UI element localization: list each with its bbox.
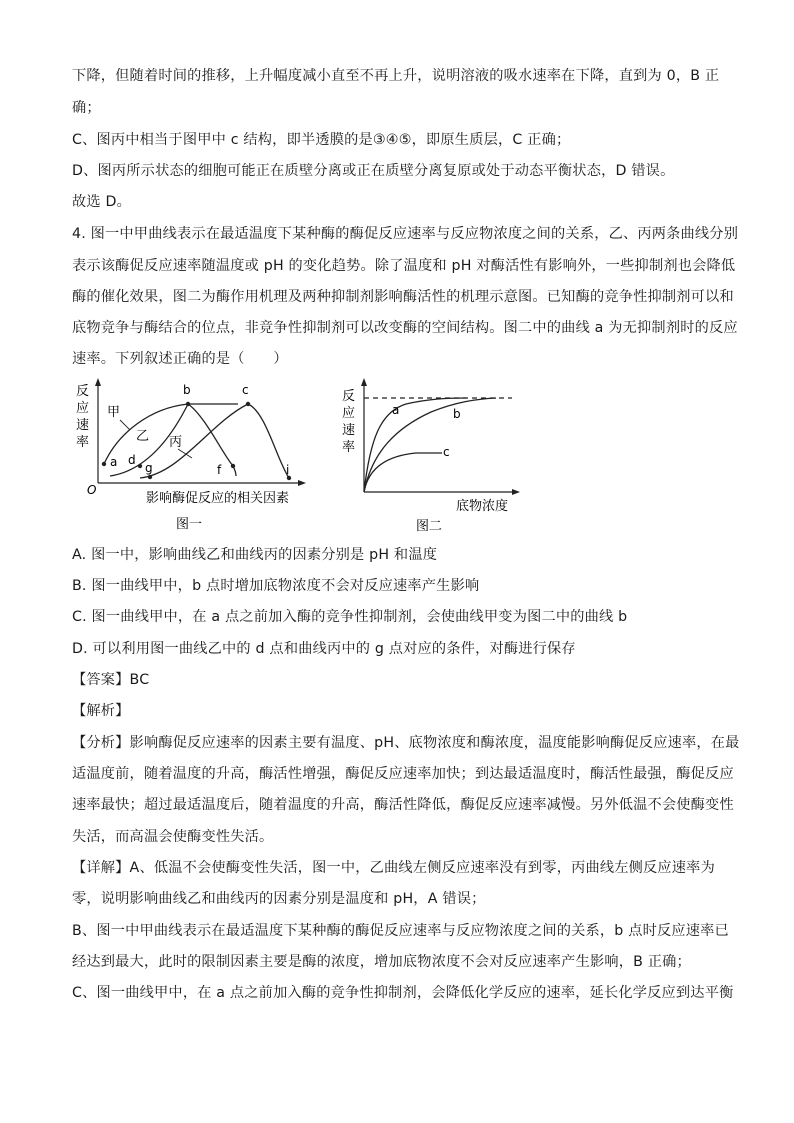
question-line-1: 4. 图一中甲曲线表示在最适温度下某种酶的酶促反应速率与反应物浓度之间的关系，乙、丙两条曲线分别	[72, 226, 739, 242]
question-line-2: 表示该酶促反应速率随温度或 pH 的变化趋势。除了温度和 pH 对酶活性有影响外，一些抑制剂也会降低	[72, 258, 736, 274]
fig1-label-a: a	[110, 455, 118, 469]
fig1-point-f	[231, 464, 235, 468]
fig1-curve-jia	[104, 404, 238, 464]
analysis-title: 【解析】	[72, 703, 130, 719]
detail-line-5: C、图一曲线甲中，在 a 点之前加入酶的竞争性抑制剂，会降低化学反应的速率，延长化学反应到达平衡	[72, 985, 734, 1001]
fig1-label-b: b	[183, 383, 191, 397]
fig1-ylabel-2: 速	[76, 418, 90, 433]
option-d: D. 可以利用图一曲线乙中的 d 点和曲线丙中的 g 点对应的条件，对酶进行保存	[72, 641, 576, 657]
option-a: A. 图一中，影响曲线乙和曲线丙的因素分别是 pH 和温度	[72, 547, 438, 563]
fig2-curve-label-a: a	[392, 403, 400, 417]
fig2-x-arrow	[512, 489, 520, 495]
option-b: B. 图一曲线甲中，b 点时增加底物浓度不会对反应速率产生影响	[72, 578, 480, 594]
fig1-point-c	[246, 402, 250, 406]
answer-line: 【答案】BC	[72, 672, 150, 688]
fig2-ylabel-3: 率	[342, 440, 356, 455]
analysis-line-4: 失活，而高温会使酶变性失活。	[72, 829, 274, 845]
analysis-line-3: 速率最快；超过最适温度后，随着温度的升高，酶活性降低，酶促反应速率减慢。另外低温不会使酶变性	[72, 797, 734, 813]
fig1-ylabel-0: 反	[76, 384, 90, 399]
detail-line-2: 零，说明影响曲线乙和曲线丙的因素分别是温度和 pH，A 错误；	[72, 891, 486, 907]
detail-line-4: 经达到最大，此时的限制因素主要是酶的浓度，增加底物浓度不会对反应速率产生影响，B 正确；	[72, 954, 691, 970]
fig2-curve-b	[364, 398, 496, 492]
fig1-origin: O	[87, 483, 97, 497]
fig2-curve-label-b: b	[453, 407, 461, 421]
question-line-4: 底物竞争与酶结合的位点，非竞争性抑制剂可以改变酶的空间结构。图二中的曲线 a 为无抑制剂时的反应	[72, 320, 738, 336]
fig2-caption: 图二	[416, 519, 443, 534]
fig1-label-d: d	[128, 453, 136, 467]
fig1-xlabel: 影响酶促反应的相关因素	[146, 491, 290, 506]
fig1-point-b	[186, 402, 190, 406]
question-line-5: 速率。下列叙述正确的是（ ）	[72, 351, 288, 367]
detail-line-1: 【详解】A、低温不会使酶变性失活，图一中，乙曲线左侧反应速率没有到零，丙曲线左侧反应速率为	[72, 860, 715, 876]
prev-solution-line-2: 确；	[72, 100, 101, 116]
fig1-curve-label-bing: 丙	[169, 435, 183, 450]
fig2-ylabel-2: 速	[342, 423, 356, 438]
prev-solution-line-5: 故选 D。	[72, 194, 131, 210]
option-c: C. 图一曲线甲中，在 a 点之前加入酶的竞争性抑制剂，会使曲线甲变为图二中的曲线 b	[72, 609, 628, 625]
fig1-curve-label-yi: 乙	[136, 429, 150, 444]
fig1-point-d	[138, 464, 142, 468]
fig1-label-f: f	[217, 463, 222, 477]
fig1-ylabel-1: 应	[76, 401, 90, 416]
fig1-leader-jia	[120, 420, 130, 430]
figure-1	[70, 378, 320, 538]
fig2-ylabel-0: 反	[342, 389, 356, 404]
fig1-caption: 图一	[176, 517, 203, 532]
fig2-xlabel: 底物浓度	[456, 499, 509, 514]
analysis-line-1: 【分析】影响酶促反应速率的因素主要有温度、pH、底物浓度和酶浓度，温度能影响酶促反应速率，在最	[72, 735, 740, 751]
fig1-y-arrow	[95, 378, 101, 386]
prev-solution-line-4: D、图丙所示状态的细胞可能正在质壁分离或正在质壁分离复原或处于动态平衡状态，D 错误。	[72, 163, 675, 179]
fig1-ylabel-3: 率	[76, 435, 90, 450]
prev-solution-line-3: C、图丙中相当于图甲中 c 结构，即半透膜的是③④⑤，即原生质层，C 正确；	[72, 132, 571, 148]
question-line-3: 酶的催化效果，图二为酶作用机理及两种抑制剂影响酶活性的机理示意图。已知酶的竞争性抑制剂可以和	[72, 289, 734, 305]
fig1-label-g: g	[145, 461, 153, 475]
fig2-curve-label-c: c	[443, 445, 450, 459]
fig1-curve-label-jia: 甲	[107, 405, 121, 420]
fig2-ylabel-1: 应	[342, 406, 356, 421]
prev-solution-line-1: 下降，但随着时间的推移，上升幅度减小直至不再上升，说明溶液的吸水速率在下降，直到为 0，B 正	[72, 68, 720, 84]
analysis-line-2: 适温度前，随着温度的升高，酶活性增强，酶促反应速率加快；到达最适温度时，酶活性最强，酶促反应	[72, 766, 734, 782]
fig1-point-a	[102, 462, 106, 466]
fig1-label-i: i	[286, 463, 290, 477]
fig1-x-arrow	[298, 480, 306, 486]
fig1-curve-bing	[140, 404, 289, 478]
fig1-label-c: c	[242, 383, 249, 397]
figure-2	[336, 370, 536, 538]
fig1-point-g	[148, 475, 152, 479]
fig2-curve-a	[364, 398, 466, 492]
detail-line-3: B、图一中甲曲线表示在最适温度下某种酶的酶促反应速率与反应物浓度之间的关系，b 点时反应速率已	[72, 923, 729, 939]
fig2-y-arrow	[361, 378, 367, 386]
